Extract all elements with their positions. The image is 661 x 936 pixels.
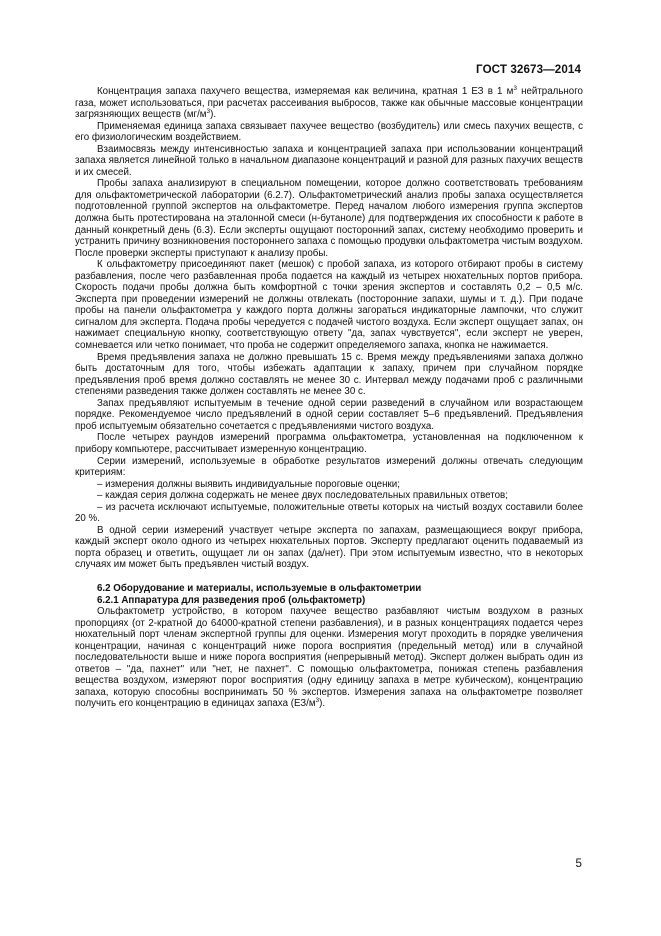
paragraph: Серии измерений, используемые в обработке результатов измерений должны отвечать следующим критериям: <box>75 455 583 479</box>
paragraph: Взаимосвязь между интенсивностью запаха и концентрацией запаха при использовании концентраций запаха является линейной только в начальном диапазоне концентраций и разной для разных пахучих веществ и их смесей. <box>75 143 583 178</box>
list-item: – измерения должны выявить индивидуальные пороговые оценки; <box>97 478 400 490</box>
standard-designation: ГОСТ 32673—2014 <box>476 63 581 76</box>
paragraph: Пробы запаха анализируют в специальном помещении, которое должно соответствовать требованиям для ольфактометрической лаборатории (6.2.7). Ольфактометрический анализ пробы запаха осуществляется подготовленной группой экспертов на ольфактометре. Перед началом любого измерения группа экспертов должна быть протестирована на эталонной смеси (н-бутаноле) для подтверждения их способности к работе в данный конкретный день (6.3). Если эксперты ощущают посторонний запах, систему необходимо проверить и устранить причину возникновения постороннего запаха с помощью продувки ольфактометра чистым воздухом. После проверки эксперты приступают к анализу пробы. <box>75 178 583 259</box>
section-heading: 6.2 Оборудование и материалы, используемые в ольфактометрии <box>97 582 422 594</box>
page-number: 5 <box>575 857 582 870</box>
paragraph: К ольфактометру присоединяют пакет (мешок) с пробой запаха, из которого отбирают пробы в систему разбавления, после чего разбавленная проба подается на каждый из четырех нюхательных портов прибора. Скорость подачи пробы должна быть комфортной с точки зрения экспертов и составлять 0,2 – 0,5 м/с. Эксперта при проведении измерений не должны отвлекать (посторонние запахи, шумы и т. д.). При подаче пробы на панели ольфактометра у каждого порта должны загораться индикаторные лампочки, что служит сигналом для эксперта. Подача пробы чередуется с подачей чистого воздуха. Если эксперт ощущает запах, он нажимает специальную кнопку, соответствующую ответу "да, запах чувствуется", если эксперт не уверен, сомневается или четко понимает, что проба не содержит определяемого запаха, кнопка не нажимается. <box>75 259 583 352</box>
paragraph: Время предъявления запаха не должно превышать 15 с. Время между предъявлениями запаха должно быть достаточным для того, чтобы избежать адаптации к запаху, причем при случайном порядке предъявления проб время должно составлять не менее 30 с. Интервал между подачами проб с различными степенями разведения также должен составлять не менее 30 с. <box>75 351 583 398</box>
paragraph: Применяемая единица запаха связывает пахучее вещество (возбудитель) или смесь пахучих веществ, с его физиологическим воздействием. <box>75 120 583 144</box>
paragraph: После четырех раундов измерений программа ольфактометра, установленная на подключенном к прибору компьютере, рассчитывает измеренную концентрацию. <box>75 432 583 455</box>
subsection-heading: 6.2.1 Аппаратура для разведения проб (ольфактометр) <box>97 594 366 606</box>
paragraph-odor-concentration: Концентрация запаха пахучего вещества, измеряемая как величина, кратная 1 ЕЗ в 1 $м^3$ нейтрального газа, может использоваться, при расчетах рассеивания выбросов, также как обычные массовые концентрации загрязняющих веществ $(мг/м^3)$. <box>75 85 583 121</box>
page-body <box>75 86 583 710</box>
paragraph: В одной серии измерений участвует четыре эксперта по запахам, размещающиеся вокруг прибора, каждый эксперт около одного из четырех нюхательных портов. Эксперту предлагают оценить подаваемый из порта образец и ответить, ощущает ли он запах (да/нет). При этом испытуемым известно, что в некоторых случаях им может быть предъявлен чистый воздух. <box>75 524 583 571</box>
list-item: – из расчета исключают испытуемые, положительные ответы которых на чистый воздух составили более 20 %. <box>75 501 583 525</box>
paragraph: Запах предъявляют испытуемым в течение одной серии разведений в случайном или возрастающем порядке. Рекомендуемое число предъявлений в одной серии составляет 5–6 предъявлений. Предъявления проб испытуемым обязательно сочетается с предъявлениями чистого воздуха. <box>75 397 583 432</box>
paragraph-olfactometer: Ольфактометр устройство, в котором пахучее вещество разбавляют чистым воздухом в разных пропорциях (от 2-кратной до 64000-кратной степени разбавления), и в разных концентрациях подается через нюхательный порт членам экспертной группы для оценки. Измерения могут проходить в порядке увеличения концентрации, начиная с концентраций ниже порога восприятия (предельный метод) или в случайной последовательности выше и ниже порога восприятия (непрерывный метод). Эксперт должен выбрать один из ответов – "да, пахнет" или "нет, не пахнет". С помощью ольфактометра, понижая степень разбавления вещества воздухом, измеряют порог восприятия (одну единицу запаха в метре кубическом), концентрацию запаха, которую способны воспринимать 50 % экспертов. Измерения запаха на ольфактометре позволяет получить его концентрацию в единицах запаха $(ЕЗ/м^3)$. <box>75 606 583 710</box>
list-item: – каждая серия должна содержать не менее двух последовательных правильных ответов; <box>97 490 508 502</box>
